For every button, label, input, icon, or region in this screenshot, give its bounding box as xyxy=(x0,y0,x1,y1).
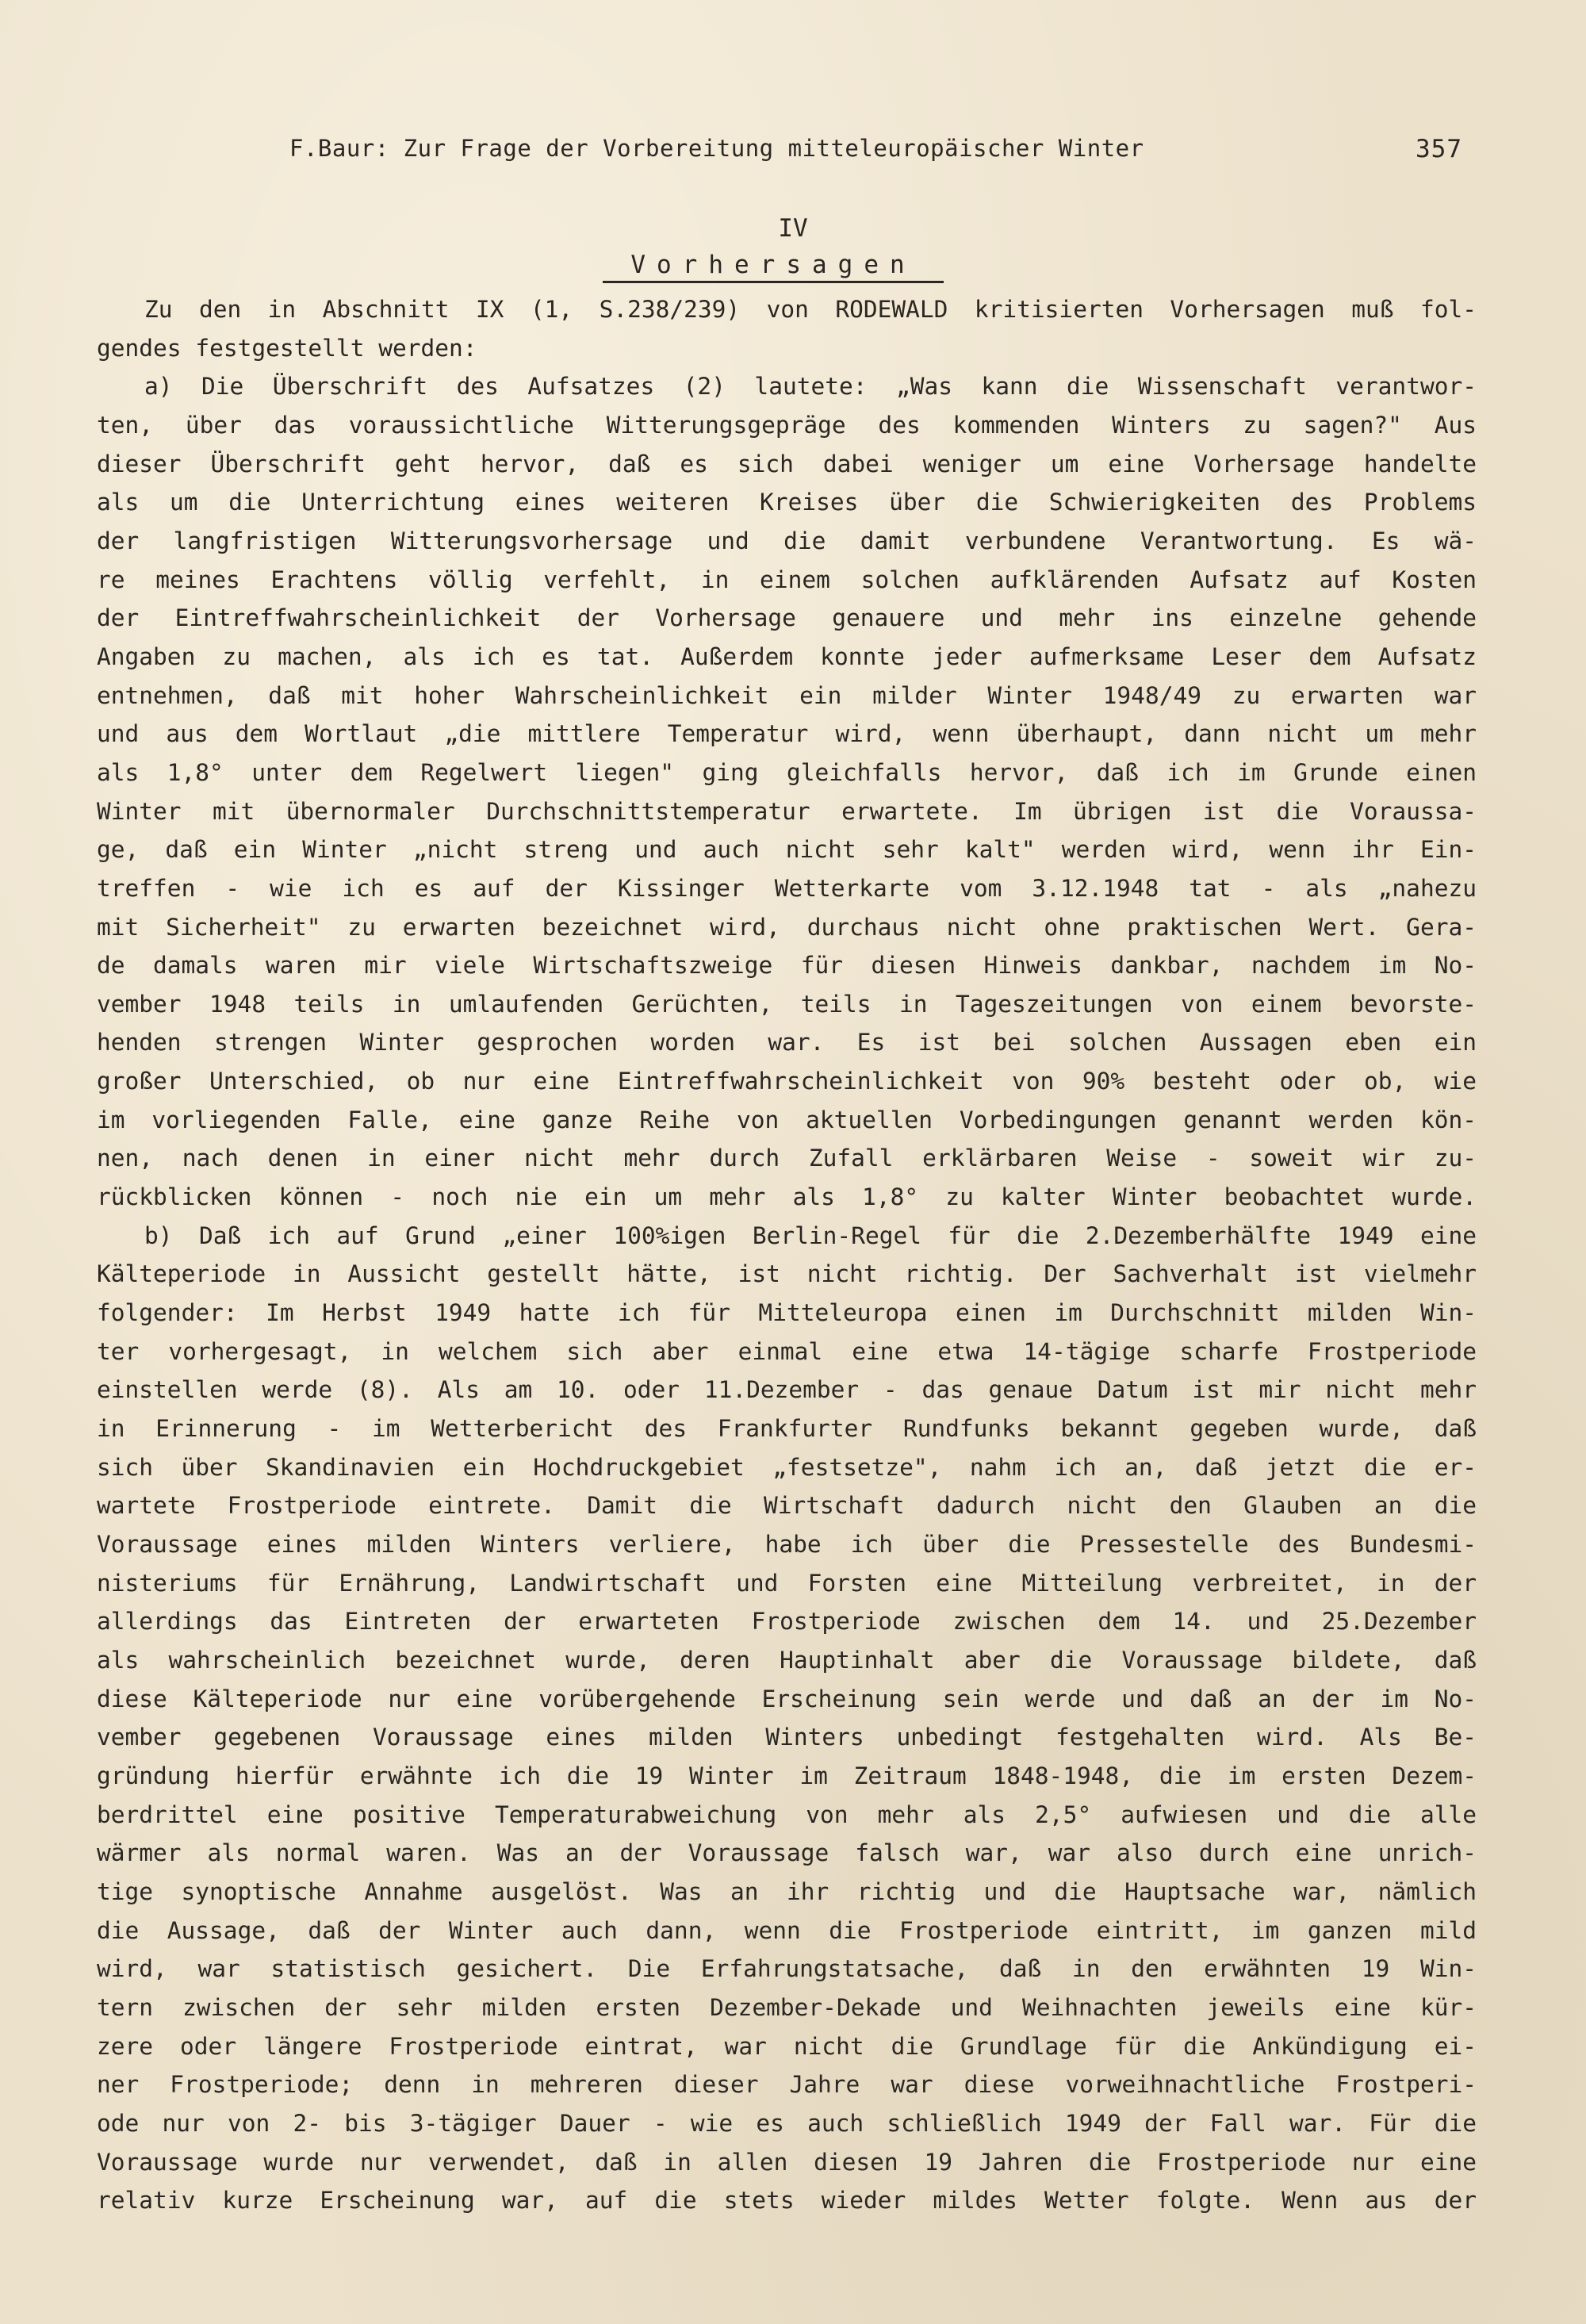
body-text xyxy=(97,290,1477,2220)
text-line: im vorliegenden Falle, eine ganze Reihe von aktuellen Vorbedingungen genannt werden kön- xyxy=(97,1106,1477,1133)
text-line: gründung hierfür erwähnte ich die 19 Winter im Zeitraum 1848-1948, die im ersten Dezem- xyxy=(97,1762,1477,1789)
text-line: gendes festgestellt werden: xyxy=(97,334,477,362)
text-line: in Erinnerung - im Wetterbericht des Frankfurter Rundfunks bekannt gegeben wurde, daß xyxy=(97,1415,1477,1443)
text-line: als um die Unterrichtung eines weiteren Kreises über die Schwierigkeiten des Problems xyxy=(97,489,1477,516)
text-line: großer Unterschied, ob nur eine Eintreffwahrscheinlichkeit von 90% besteht oder ob, wie xyxy=(97,1068,1477,1095)
text-line: allerdings das Eintreten der erwarteten Frostperiode zwischen dem 14. und 25.Dezember xyxy=(97,1608,1477,1636)
section-title: Vorhersagen xyxy=(603,251,944,283)
page-number: 357 xyxy=(1416,135,1462,163)
text-line: sich über Skandinavien ein Hochdruckgebiet „festsetze", nahm ich an, daß jetzt die er- xyxy=(97,1453,1477,1481)
text-line: Zu den in Abschnitt IX (1, S.238/239) von RODEWALD kritisierten Vorhersagen muß fol- xyxy=(144,296,1477,323)
text-line: und aus dem Wortlaut „die mittlere Temperatur wird, wenn überhaupt, dann nicht um mehr xyxy=(97,720,1477,748)
text-line: ode nur von 2- bis 3-tägiger Dauer - wie es auch schließlich 1949 der Fall war. Für die xyxy=(97,2109,1477,2137)
text-line: Winter mit übernormaler Durchschnittstemperatur erwartete. Im übrigen ist die Voraussa- xyxy=(97,797,1477,825)
text-line: folgender: Im Herbst 1949 hatte ich für Mitteleuropa einen im Durchschnitt milden Win- xyxy=(97,1299,1477,1327)
text-line: vember 1948 teils in umlaufenden Gerüchten, teils in Tageszeitungen von einem bevorste- xyxy=(97,990,1477,1018)
text-line: berdrittel eine positive Temperaturabweichung von mehr als 2,5° aufwiesen und die alle xyxy=(97,1801,1477,1828)
text-line: mit Sicherheit" zu erwarten bezeichnet wird, durchaus nicht ohne praktischen Wert. Gera- xyxy=(97,913,1477,941)
text-line: als wahrscheinlich bezeichnet wurde, deren Hauptinhalt aber die Voraussage bildete, daß xyxy=(97,1646,1477,1674)
text-line: vember gegebenen Voraussage eines milden Winters unbedingt festgehalten wird. Als Be- xyxy=(97,1724,1477,1751)
text-line: re meines Erachtens völlig verfehlt, in einem solchen aufklärenden Aufsatz auf Kosten xyxy=(97,566,1477,593)
text-line: wartete Frostperiode eintrete. Damit die Wirtschaft dadurch nicht den Glauben an die xyxy=(97,1492,1477,1520)
text-line: diese Kälteperiode nur eine vorübergehende Erscheinung sein werde und daß an der im No- xyxy=(97,1685,1477,1712)
text-line: wärmer als normal waren. Was an der Voraussage falsch war, war also durch eine unrich- xyxy=(97,1839,1477,1867)
text-line: relativ kurze Erscheinung war, auf die stets wieder mildes Wetter folgte. Wenn aus der xyxy=(97,2187,1477,2215)
text-line: nisteriums für Ernährung, Landwirtschaft und Forsten eine Mitteilung verbreitet, in der xyxy=(97,1569,1477,1597)
running-header: F.Baur: Zur Frage der Vorbereitung mitteleuropäischer Winter xyxy=(289,135,1144,162)
text-line: de damals waren mir viele Wirtschaftszweige für diesen Hinweis dankbar, nachdem im No- xyxy=(97,952,1477,980)
text-line: einstellen werde (8). Als am 10. oder 11.Dezember - das genaue Datum ist mir nicht mehr xyxy=(97,1376,1477,1404)
text-line: der Eintreffwahrscheinlichkeit der Vorhersage genauere und mehr ins einzelne gehende xyxy=(97,604,1477,632)
text-line: Kälteperiode in Aussicht gestellt hätte, ist nicht richtig. Der Sachverhalt ist vielmehr xyxy=(97,1260,1477,1288)
text-line: die Aussage, daß der Winter auch dann, wenn die Frostperiode eintritt, im ganzen mild xyxy=(97,1916,1477,1944)
text-line: der langfristigen Witterungsvorhersage und die damit verbundene Verantwortung. Es wä- xyxy=(97,527,1477,554)
section-number: IV xyxy=(778,214,808,243)
text-line: tern zwischen der sehr milden ersten Dezember-Dekade und Weihnachten jeweils eine kür- xyxy=(97,1993,1477,2021)
text-line: ter vorhergesagt, in welchem sich aber einmal eine etwa 14-tägige scharfe Frostperiode xyxy=(97,1337,1477,1365)
text-line: b) Daß ich auf Grund „einer 100%igen Berlin-Regel für die 2.Dezemberhälfte 1949 eine xyxy=(144,1221,1477,1249)
text-line: zere oder längere Frostperiode eintrat, war nicht die Grundlage für die Ankündigung ei- xyxy=(97,2032,1477,2060)
text-line: ge, daß ein Winter „nicht streng und auch nicht sehr kalt" werden wird, wenn ihr Ein- xyxy=(97,836,1477,864)
text-line: Voraussage eines milden Winters verliere, habe ich über die Pressestelle des Bundesmi- xyxy=(97,1531,1477,1558)
text-line: als 1,8° unter dem Regelwert liegen" ging gleichfalls hervor, daß ich im Grunde einen xyxy=(97,758,1477,786)
text-line: entnehmen, daß mit hoher Wahrscheinlichkeit ein milder Winter 1948/49 zu erwarten war xyxy=(97,681,1477,709)
text-line: tige synoptische Annahme ausgelöst. Was an ihr richtig und die Hauptsache war, nämlich xyxy=(97,1877,1477,1905)
text-line: treffen - wie ich es auf der Kissinger Wetterkarte vom 3.12.1948 tat - als „nahezu xyxy=(97,874,1477,902)
text-line: dieser Überschrift geht hervor, daß es sich dabei weniger um eine Vorhersage handelte xyxy=(97,450,1477,477)
text-line: a) Die Überschrift des Aufsatzes (2) lautete: „Was kann die Wissenschaft verantwor- xyxy=(144,373,1477,401)
text-line: rückblicken können - noch nie ein um mehr als 1,8° zu kalter Winter beobachtet wurde. xyxy=(97,1183,1477,1211)
text-line: ner Frostperiode; denn in mehreren dieser Jahre war diese vorweihnachtliche Frostperi- xyxy=(97,2071,1477,2099)
text-line: Angaben zu machen, als ich es tat. Außerdem konnte jeder aufmerksame Leser dem Aufsatz xyxy=(97,642,1477,670)
text-line: ten, über das voraussichtliche Witterungsgepräge des kommenden Winters zu sagen?" Aus xyxy=(97,411,1477,439)
text-line: wird, war statistisch gesichert. Die Erfahrungstatsache, daß in den erwähnten 19 Win- xyxy=(97,1955,1477,1983)
text-line: Voraussage wurde nur verwendet, daß in allen diesen 19 Jahren die Frostperiode nur eine xyxy=(97,2148,1477,2176)
text-line: nen, nach denen in einer nicht mehr durch Zufall erklärbaren Weise - soweit wir zu- xyxy=(97,1145,1477,1172)
text-line: henden strengen Winter gesprochen worden war. Es ist bei solchen Aussagen eben ein xyxy=(97,1029,1477,1057)
